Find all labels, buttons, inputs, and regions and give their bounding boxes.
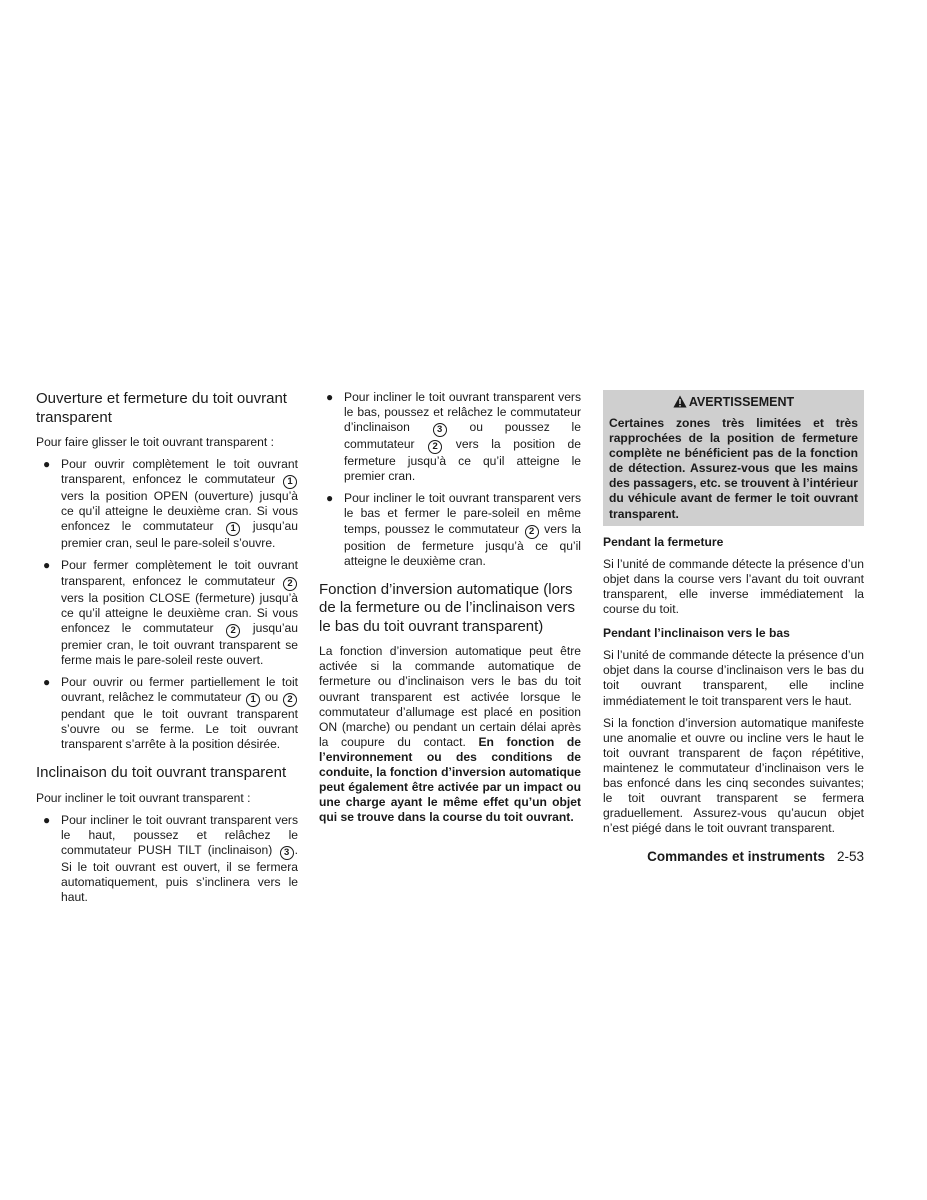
page-footer <box>647 849 864 864</box>
warning-box <box>603 390 864 526</box>
intro-sliding: Pour faire glisser le toit ouvrant transparent : <box>36 435 274 449</box>
warning-text: Certaines zones très limitées et très rapprochées de la position de fermeture complète ne bénéficient pas de la fonction de détection. Assurez-vous que les mains des passagers, etc. se trouvent à l’intérieur du véhicule avant de fermer le toit ouvrant transparent. <box>609 416 858 521</box>
column-left <box>36 390 298 912</box>
bullet-icon: ● <box>43 558 51 573</box>
footer-section-title: Commandes et instruments <box>647 849 825 864</box>
circled-number-icon: 1 <box>246 693 260 707</box>
bullet-tilt-down-shade: ● Pour incliner le toit ouvrant transparent vers le bas et fermer le pare-soleil en même temps, poussez le commutateur 2 vers la position de fermeture jusqu’à ce qu’il atteigne le deuxième cran. <box>326 491 581 568</box>
bullet-partial: ● Pour ouvrir ou fermer partiellement le toit ouvrant, relâchez le commutateur 1 ou 2 pendant que le toit ouvrant transparent s’ouvre ou se ferme. Le toit ouvrant transparent s’arrête à la position désirée. <box>43 674 298 752</box>
circled-number-icon: 3 <box>280 846 294 860</box>
bullet-icon: ● <box>43 812 51 827</box>
warning-triangle-icon <box>673 395 687 408</box>
circled-number-icon: 1 <box>283 475 297 489</box>
auto-reverse-paragraph: La fonction d’inversion automatique peut être activée si la commande automatique de fermeture ou d’inclinaison vers le bas du toit ouvrant transparent est activée lorsque le commutateur d’allumage est placé en position ON (marche) ou pendant un certain délai après la coupure du contact. En fonction de l’environnement ou des conditions de conduite, la fonction d’inversion automatique peut également être activée par un impact ou une charge ayant le même effet qu’un objet qui se trouve dans la course du toit ouvrant. <box>319 644 581 825</box>
heading-auto-reverse: Fonction d’inversion automatique (lors de la fermeture ou de l’inclinaison vers le bas du toit ouvrant transparent) <box>319 580 575 635</box>
bullet-icon: ● <box>326 390 334 404</box>
bullet-tilt-up: ● Pour incliner le toit ouvrant transparent vers le haut, poussez et relâchez le commutateur PUSH TILT (inclinaison) 3 . Si le toit ouvrant est ouvert, il se fermera automatiquement, puis s’inclinera vers le haut. <box>43 812 298 905</box>
bullet-tilt-down: ● Pour incliner le toit ouvrant transparent vers le bas, poussez et relâchez le commutateur d’inclinaison 3 ou poussez le commutateur 2 vers la position de fermeture jusqu’à ce qu’il atteigne le premier cran. <box>326 390 581 484</box>
paragraph-closing: Si l’unité de commande détecte la présence d’un objet dans la course vers l’avant du toit ouvrant transparent, elle inverse immédiatement la course du toit. <box>603 556 864 617</box>
paragraph-tilt-down: Si l’unité de commande détecte la présence d’un objet dans la course d’inclinaison vers le bas du toit ouvrant transparent, elle incline immédiatement le toit transparent vers le haut. <box>603 648 864 708</box>
circled-number-icon: 2 <box>283 577 297 591</box>
heading-tilt: Inclinaison du toit ouvrant transparent <box>36 764 287 782</box>
column-middle <box>319 390 581 832</box>
bullet-icon: ● <box>43 457 51 472</box>
circled-number-icon: 2 <box>226 624 240 638</box>
subheading-tilt-down: Pendant l’inclinaison vers le bas <box>603 626 790 641</box>
subheading-closing: Pendant la fermeture <box>603 534 724 549</box>
circled-number-icon: 3 <box>433 423 447 437</box>
bullet-open-fully: ● Pour ouvrir complètement le toit ouvrant transparent, enfoncez le commutateur 1 vers la position OPEN (ouverture) jusqu’à ce qu’il atteigne le deuxième cran. Si vous enfoncez le commutateur 1 jusqu’au premier cran, seul le pare-soleil s’ouvre. <box>43 457 298 551</box>
paragraph-malfunction: Si la fonction d’inversion automatique manifeste une anomalie et ouvre ou incline vers le haut le toit ouvrant transparent de façon répétitive, maintenez le commutateur d’inclinaison vers le bas enfoncé dans les cinq secondes suivantes; le toit ouvrant transparent se fermera graduellement. Assurez-vous qu’aucun objet n’est piégé dans le toit ouvrant transparent. <box>603 715 864 836</box>
intro-tilt: Pour incliner le toit ouvrant transparent : <box>36 790 251 805</box>
bullet-icon: ● <box>326 491 334 506</box>
column-right <box>603 390 864 843</box>
warning-title: AVERTISSEMENT <box>605 394 862 411</box>
circled-number-icon: 2 <box>428 440 442 454</box>
bullet-close-fully: ● Pour fermer complètement le toit ouvrant transparent, enfoncez le commutateur 2 vers la position CLOSE (fermeture) jusqu’à ce qu’il atteigne le deuxième cran. Si vous enfoncez le commutateur 2 jusqu’au premier cran, le toit ouvrant transparent se ferme mais le pare-soleil reste ouvert. <box>43 558 298 667</box>
page-number: 2-53 <box>836 849 864 864</box>
heading-opening-closing: Ouverture et fermeture du toit ouvrant transparent <box>36 390 287 426</box>
bullet-icon: ● <box>43 674 51 689</box>
circled-number-icon: 2 <box>525 525 539 539</box>
circled-number-icon: 1 <box>226 522 240 536</box>
circled-number-icon: 2 <box>283 693 297 707</box>
